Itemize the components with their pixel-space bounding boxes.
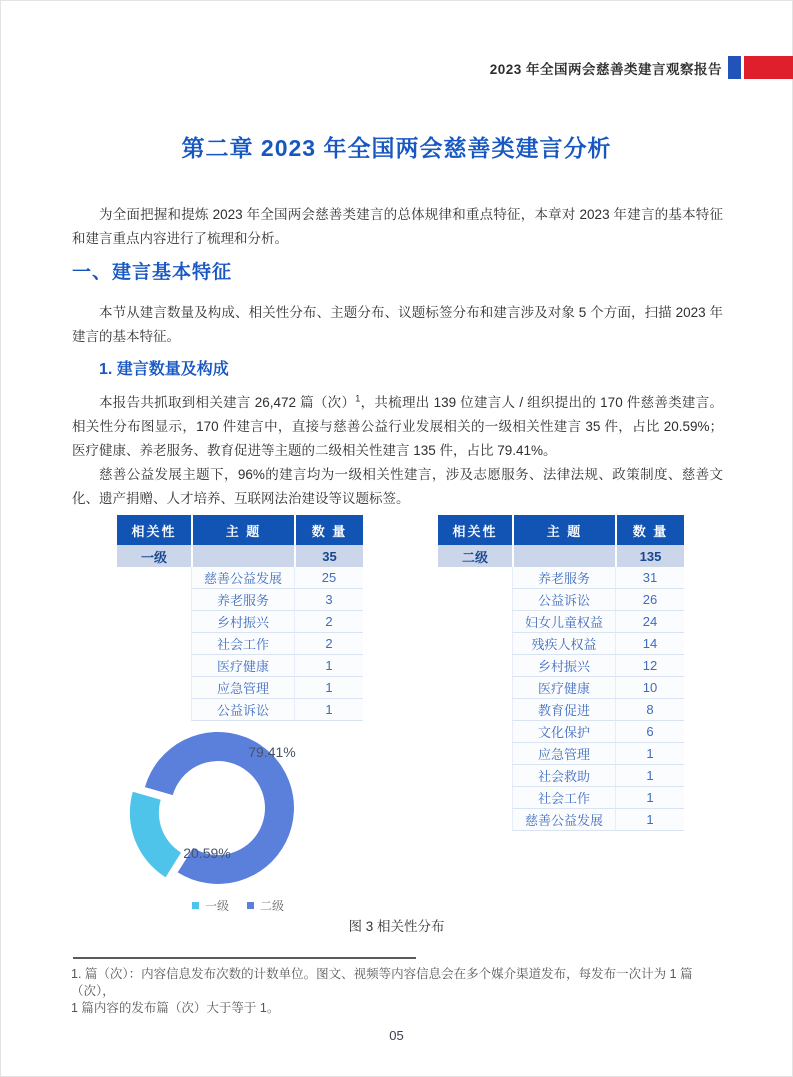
theme-cell: 公益诉讼 bbox=[191, 699, 294, 721]
table-row bbox=[117, 567, 363, 589]
table-row bbox=[438, 743, 684, 765]
total-cell: 135 bbox=[615, 545, 684, 567]
subsection1-heading: 1. 建言数量及构成 bbox=[99, 361, 229, 378]
donut-label-level2: 79.41% bbox=[248, 744, 296, 760]
table-row bbox=[117, 611, 363, 633]
page-number: 05 bbox=[389, 1028, 404, 1043]
col-header-theme: 主 题 bbox=[191, 515, 294, 545]
level-cell bbox=[117, 589, 191, 611]
count-cell: 2 bbox=[294, 611, 363, 633]
theme-cell: 养老服务 bbox=[191, 589, 294, 611]
section1-intro-paragraph: 本节从建言数量及构成、相关性分布、主题分布、议题标签分布和建言涉及对象 5 个方面，扫描 2023 年建言的基本特征。 bbox=[72, 305, 723, 344]
paragraph-text: 本报告共抓取到相关建言 26,472 篇（次） bbox=[99, 395, 356, 410]
count-cell: 1 bbox=[615, 809, 684, 831]
level-cell bbox=[438, 677, 512, 699]
level-cell bbox=[438, 589, 512, 611]
col-header-relevance: 相关性 bbox=[117, 515, 191, 545]
table-row bbox=[117, 655, 363, 677]
intro-paragraph: 为全面把握和提炼 2023 年全国两会慈善类建言的总体规律和重点特征，本章对 2023 年建言的基本特征和建言重点内容进行了梳理和分析。 bbox=[72, 207, 723, 246]
footnote bbox=[71, 966, 729, 1017]
level-cell bbox=[438, 611, 512, 633]
chart-legend bbox=[132, 897, 344, 914]
table-header-row bbox=[117, 515, 363, 545]
count-cell: 1 bbox=[615, 787, 684, 809]
col-header-count: 数 量 bbox=[294, 515, 363, 545]
legend-swatch-level1 bbox=[192, 902, 199, 909]
donut-slice-level1 bbox=[130, 792, 181, 877]
count-cell: 1 bbox=[294, 677, 363, 699]
table-row bbox=[438, 677, 684, 699]
theme-cell: 慈善公益发展 bbox=[191, 567, 294, 589]
level1-relevance-table bbox=[117, 515, 363, 721]
theme-cell: 妇女儿童权益 bbox=[512, 611, 615, 633]
subsection1-paragraph2: 慈善公益发展主题下，96%的建言均为一级相关性建言，涉及志愿服务、法律法规、政策制度、慈善文化、遗产捐赠、人才培养、互联网法治建设等议题标签。 bbox=[72, 467, 723, 506]
legend-label-level1: 一级 bbox=[204, 899, 229, 913]
count-cell: 24 bbox=[615, 611, 684, 633]
paragraph-text: ，共梳理出 139 位建言人 / 组织提出的 170 件慈善类建言。相关性分布图显示，170 件建言中，直接与慈善公益行业发展相关的一级相关性建言 35 件，占比 20.59%；医疗健康、养老服务、教育促进等主题的二级相关性建言 135 件，占比 79.41%。 bbox=[72, 395, 724, 458]
count-cell: 3 bbox=[294, 589, 363, 611]
theme-cell: 社会工作 bbox=[512, 787, 615, 809]
table-row bbox=[117, 633, 363, 655]
summary-row bbox=[117, 545, 363, 567]
theme-cell: 医疗健康 bbox=[512, 677, 615, 699]
count-cell: 1 bbox=[615, 743, 684, 765]
running-header-title: 2023 年全国两会慈善类建言观察报告 bbox=[489, 61, 722, 77]
level-cell bbox=[438, 699, 512, 721]
count-cell: 26 bbox=[615, 589, 684, 611]
count-cell: 1 bbox=[615, 765, 684, 787]
total-cell: 35 bbox=[294, 545, 363, 567]
level-cell bbox=[438, 567, 512, 589]
count-cell: 1 bbox=[294, 699, 363, 721]
theme-cell: 残疾人权益 bbox=[512, 633, 615, 655]
level-cell bbox=[438, 809, 512, 831]
table-row bbox=[438, 809, 684, 831]
summary-row bbox=[438, 545, 684, 567]
level-cell: 一级 bbox=[117, 545, 191, 567]
count-cell: 14 bbox=[615, 633, 684, 655]
level-cell bbox=[438, 633, 512, 655]
table-row bbox=[117, 699, 363, 721]
level-cell bbox=[117, 699, 191, 721]
count-cell: 2 bbox=[294, 633, 363, 655]
table-header-row bbox=[438, 515, 684, 545]
table-row bbox=[438, 787, 684, 809]
level-cell bbox=[117, 633, 191, 655]
table-row bbox=[438, 567, 684, 589]
theme-cell: 文化保护 bbox=[512, 721, 615, 743]
legend-item-level2 bbox=[247, 897, 284, 914]
header-red-block bbox=[744, 56, 793, 79]
header-blue-block bbox=[728, 56, 741, 79]
level2-relevance-table bbox=[438, 515, 684, 831]
col-header-theme: 主 题 bbox=[512, 515, 615, 545]
count-cell: 6 bbox=[615, 721, 684, 743]
legend-swatch-level2 bbox=[247, 902, 254, 909]
legend-label-level2: 二级 bbox=[260, 899, 285, 913]
theme-cell: 应急管理 bbox=[512, 743, 615, 765]
chapter-title: 第二章 2023 年全国两会慈善类建言分析 bbox=[181, 135, 612, 161]
table-row bbox=[438, 655, 684, 677]
theme-cell bbox=[512, 545, 615, 567]
count-cell: 12 bbox=[615, 655, 684, 677]
level-cell bbox=[438, 743, 512, 765]
level-cell bbox=[438, 787, 512, 809]
footnote-line2: 1 篇内容的发布篇（次）大于等于 1。 bbox=[71, 1001, 280, 1015]
theme-cell: 乡村振兴 bbox=[512, 655, 615, 677]
footnote-line1: 1. 篇（次）：内容信息发布次数的计数单位。图文、视频等内容信息会在多个媒介渠道发布，每发布一次计为 1 篇（次）， bbox=[71, 967, 693, 998]
table-row bbox=[438, 633, 684, 655]
theme-cell: 养老服务 bbox=[512, 567, 615, 589]
donut-label-level1: 20.59% bbox=[183, 845, 231, 861]
count-cell: 1 bbox=[294, 655, 363, 677]
table-row bbox=[117, 589, 363, 611]
theme-cell: 应急管理 bbox=[191, 677, 294, 699]
count-cell: 10 bbox=[615, 677, 684, 699]
footnote-reference: 1 bbox=[355, 393, 361, 404]
subsection1-paragraph1 bbox=[72, 391, 723, 463]
count-cell: 8 bbox=[615, 699, 684, 721]
footnote-separator bbox=[73, 957, 416, 959]
table-row bbox=[117, 677, 363, 699]
theme-cell: 医疗健康 bbox=[191, 655, 294, 677]
level-cell bbox=[117, 611, 191, 633]
table-row bbox=[438, 699, 684, 721]
theme-cell: 慈善公益发展 bbox=[512, 809, 615, 831]
figure-caption: 图 3 相关性分布 bbox=[348, 919, 445, 934]
level-cell bbox=[438, 721, 512, 743]
relevance-donut-chart bbox=[112, 722, 342, 902]
level-cell bbox=[117, 655, 191, 677]
theme-cell: 教育促进 bbox=[512, 699, 615, 721]
level-cell bbox=[117, 677, 191, 699]
running-header bbox=[490, 56, 793, 79]
count-cell: 31 bbox=[615, 567, 684, 589]
table-row bbox=[438, 611, 684, 633]
col-header-relevance: 相关性 bbox=[438, 515, 512, 545]
level-cell: 二级 bbox=[438, 545, 512, 567]
theme-cell: 社会救助 bbox=[512, 765, 615, 787]
table-row bbox=[438, 589, 684, 611]
theme-cell: 公益诉讼 bbox=[512, 589, 615, 611]
col-header-count: 数 量 bbox=[615, 515, 684, 545]
theme-cell: 乡村振兴 bbox=[191, 611, 294, 633]
theme-cell bbox=[191, 545, 294, 567]
theme-cell: 社会工作 bbox=[191, 633, 294, 655]
level-cell bbox=[438, 765, 512, 787]
count-cell: 25 bbox=[294, 567, 363, 589]
section1-heading: 一、建言基本特征 bbox=[72, 262, 233, 283]
legend-item-level1 bbox=[192, 897, 229, 914]
level-cell bbox=[438, 655, 512, 677]
table-row bbox=[438, 721, 684, 743]
level-cell bbox=[117, 567, 191, 589]
table-row bbox=[438, 765, 684, 787]
